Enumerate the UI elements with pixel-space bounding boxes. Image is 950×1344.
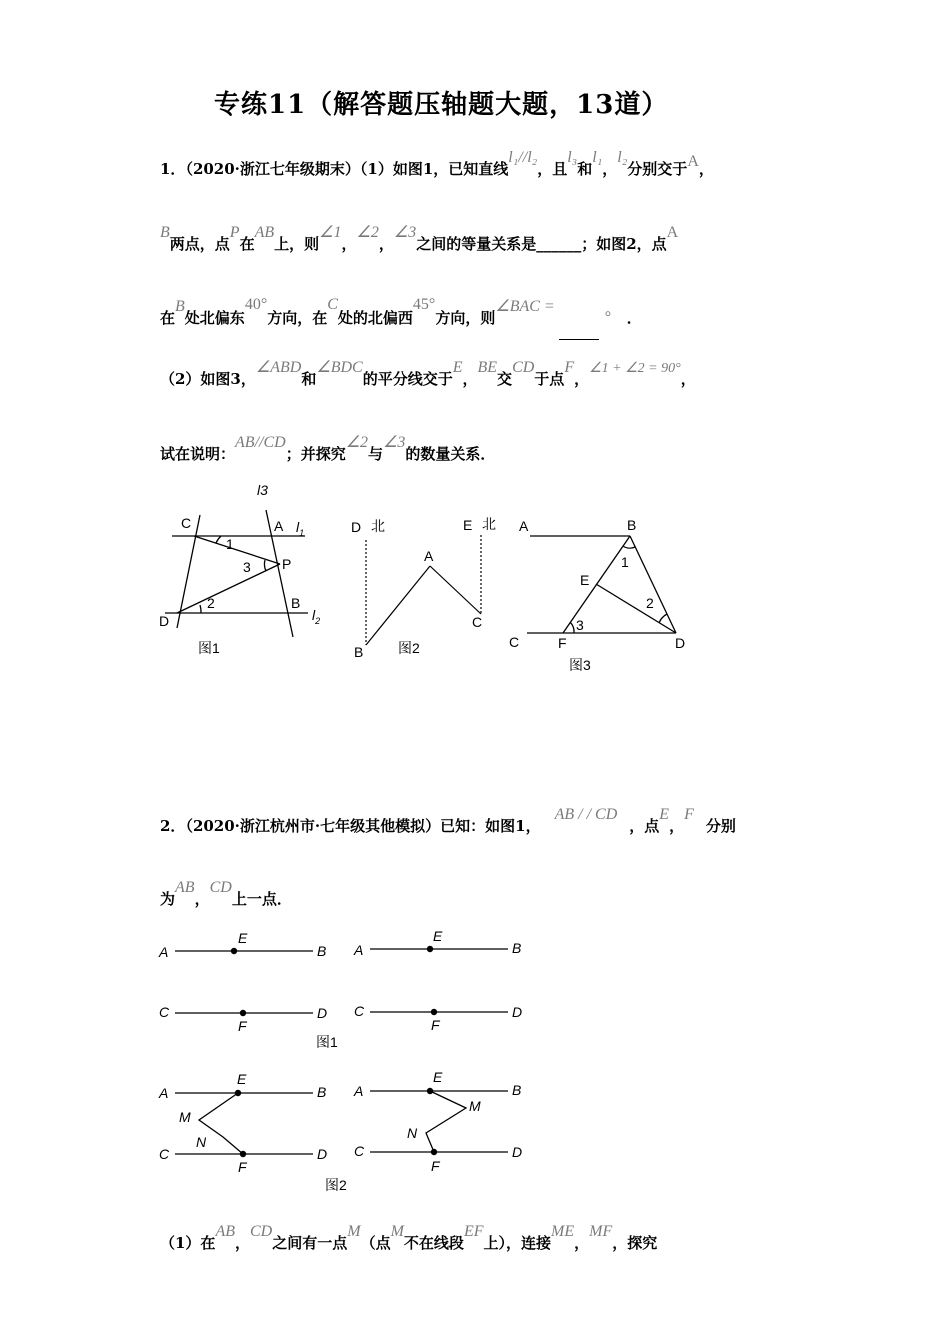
- q1-text: 分别交于: [627, 160, 688, 178]
- label-angle-3: 3: [576, 617, 584, 633]
- label-D: D: [512, 1144, 523, 1160]
- page-title: 专练11（解答题压轴题大题，13道）: [214, 90, 669, 120]
- label-A: A: [424, 548, 434, 564]
- label-A: A: [159, 1085, 169, 1101]
- label-C: C: [472, 614, 483, 630]
- label-A: A: [354, 1083, 364, 1099]
- point-E: [427, 1088, 433, 1094]
- q1-text: 与: [368, 445, 384, 463]
- label-P: P: [282, 556, 292, 572]
- q1-text: 的数量关系．: [405, 445, 496, 463]
- path-EMNF-right: [426, 1091, 466, 1152]
- label-C: C: [181, 515, 192, 531]
- q2-text: ，: [194, 890, 210, 908]
- q1-source: （2020·浙江七年级期末）: [185, 160, 360, 178]
- label-E: E: [238, 930, 248, 946]
- math-angle2: ∠2: [345, 434, 369, 451]
- q1-text: 两点，点: [169, 235, 230, 253]
- q1-text: ，: [698, 160, 714, 178]
- q1-text: 方向，则: [435, 309, 496, 327]
- q2-text: ，: [574, 1234, 590, 1252]
- math-EF: EF: [463, 1223, 484, 1240]
- label-angle-2: 2: [207, 595, 215, 611]
- q1-text: 和: [577, 160, 593, 178]
- label-north: 北: [371, 518, 385, 534]
- label-F: F: [558, 635, 567, 651]
- math-l1-parallel-l2: l₁//l₂: [508, 149, 538, 166]
- q2-text: ，探究: [612, 1234, 658, 1252]
- q1-text: （2）如图3，: [160, 370, 256, 388]
- math-BE: BE: [477, 359, 498, 376]
- label-C: C: [354, 1143, 365, 1159]
- math-CD: CD: [512, 359, 535, 376]
- label-D: D: [675, 635, 686, 651]
- math-l3: l₃: [567, 149, 578, 166]
- q1-text: 方向，在: [267, 309, 328, 327]
- label-E: E: [463, 517, 473, 533]
- q2-source: （2020·浙江杭州市·七年级其他模拟）: [185, 817, 441, 835]
- math-F: F: [684, 806, 694, 823]
- label-D: D: [317, 1146, 328, 1162]
- label-l3: l3: [257, 482, 268, 498]
- q1-text: ，: [680, 370, 696, 388]
- math-F: F: [564, 359, 575, 376]
- label-C: C: [159, 1146, 170, 1162]
- math-ME: ME: [551, 1223, 575, 1240]
- q1-text: 试在说明：: [160, 445, 236, 463]
- math-angle1: ∠1: [319, 224, 342, 241]
- label-F: F: [238, 1159, 247, 1175]
- q1-text: ，: [602, 160, 618, 178]
- math-A: A: [687, 153, 699, 170]
- q1-text: ，: [341, 235, 357, 253]
- math-M: M: [347, 1223, 361, 1240]
- math-angle3: ∠3: [383, 434, 406, 451]
- q2-text: 已知：如图1，: [440, 817, 541, 835]
- q1-text: 交: [497, 370, 513, 388]
- math-A: A: [666, 224, 679, 241]
- q2-text: ，: [669, 817, 685, 835]
- q1-text: ，: [462, 370, 478, 388]
- q2-text: ，点: [629, 817, 660, 835]
- label-F: F: [238, 1018, 247, 1034]
- q1-text: （1）如图1，已知直线: [359, 160, 509, 178]
- label-B: B: [512, 1082, 522, 1098]
- point-F: [240, 1151, 246, 1157]
- q2-text: 之间有一点: [272, 1234, 348, 1252]
- math-B: B: [175, 298, 185, 315]
- label-F: F: [431, 1017, 440, 1033]
- label-l1: $l_1$: [296, 519, 305, 538]
- q2-text: （点: [360, 1234, 391, 1252]
- math-CD: CD: [209, 879, 232, 896]
- label-B: B: [627, 517, 637, 533]
- math-AB: AB: [175, 879, 195, 896]
- q2-text: 为: [160, 890, 176, 908]
- math-45deg: 45°: [412, 296, 436, 313]
- label-angle-3: 3: [243, 559, 251, 575]
- math-angle-BAC: ∠BAC =: [495, 298, 555, 315]
- q2-text: 上一点．: [231, 890, 292, 908]
- math-l2: l₂: [617, 149, 628, 166]
- math-AB: AB: [254, 224, 275, 241]
- label-A: A: [159, 944, 169, 960]
- figure-caption: 图1: [198, 640, 220, 656]
- label-M: M: [469, 1098, 481, 1114]
- figure-caption: 图1: [316, 1034, 338, 1050]
- label-C: C: [159, 1004, 170, 1020]
- q1-text: 处北偏东: [184, 309, 245, 327]
- q2-text: 不在线段: [403, 1234, 464, 1252]
- q2-number: 2．: [160, 817, 186, 835]
- math-40deg: 40°: [244, 296, 268, 313]
- math-B: B: [160, 224, 170, 241]
- label-C: C: [509, 634, 520, 650]
- label-D: D: [317, 1005, 328, 1021]
- figure-caption: 图2: [398, 640, 420, 656]
- math-AB: AB: [215, 1223, 235, 1240]
- label-E: E: [580, 572, 590, 588]
- label-D: D: [159, 613, 170, 629]
- math-MF: MF: [589, 1223, 613, 1240]
- point-E: [235, 1090, 241, 1096]
- q2-text: 上），连接: [483, 1234, 551, 1252]
- label-B: B: [317, 1084, 327, 1100]
- q2-text: 分别: [705, 817, 736, 835]
- label-F: F: [431, 1158, 440, 1174]
- math-AB-parallel-CD: AB//CD: [235, 434, 286, 451]
- label-angle-2: 2: [646, 595, 654, 611]
- label-M: M: [179, 1109, 191, 1125]
- label-north: 北: [482, 516, 496, 532]
- math-angle2: ∠2: [356, 224, 379, 241]
- math-M: M: [390, 1223, 404, 1240]
- label-D: D: [351, 519, 362, 535]
- q1-text: ，: [378, 235, 394, 253]
- q1-text: 在: [239, 235, 255, 253]
- math-CD: CD: [250, 1223, 273, 1240]
- label-B: B: [512, 940, 522, 956]
- math-C: C: [327, 296, 338, 313]
- label-l2: $l_2$: [312, 607, 321, 626]
- math-P: P: [229, 224, 240, 241]
- label-A: A: [274, 518, 284, 534]
- q1-text: ；并探究: [285, 445, 346, 463]
- q2-text: （1）在: [160, 1234, 216, 1252]
- math-AB-parallel-CD: AB / / CD: [554, 806, 618, 823]
- label-B: B: [317, 943, 327, 959]
- math-angle-BDC: ∠BDC: [316, 359, 363, 376]
- q1-text: 和: [301, 370, 317, 388]
- q1-text: ．: [626, 309, 642, 327]
- figure-caption: 图2: [325, 1177, 347, 1193]
- q1-text: 之间的等量关系是______；如图2，点: [416, 235, 667, 253]
- math-degree: °: [604, 309, 612, 326]
- label-angle-1: 1: [226, 536, 234, 552]
- math-E: E: [452, 359, 463, 376]
- figure-caption: 图3: [569, 657, 591, 673]
- label-N: N: [407, 1125, 418, 1141]
- q1-text: 处的北偏西: [337, 309, 413, 327]
- q1-text: 上，则: [274, 235, 320, 253]
- label-B: B: [291, 595, 301, 611]
- label-E: E: [433, 1069, 443, 1085]
- q1-text: ，: [574, 370, 590, 388]
- q1-text: 在: [160, 309, 176, 327]
- math-angle3: ∠3: [393, 224, 417, 241]
- math-angle-sum: ∠1 + ∠2 = 90°: [589, 361, 681, 376]
- q1-text: 于点: [534, 370, 565, 388]
- label-E: E: [433, 928, 443, 944]
- math-angle-ABD: ∠ABD: [255, 359, 302, 376]
- math-l1: l₁: [592, 149, 603, 166]
- label-C: C: [354, 1003, 365, 1019]
- label-angle-1: 1: [621, 554, 629, 570]
- q1-number: 1．: [160, 160, 186, 178]
- math-E: E: [659, 806, 670, 823]
- label-E: E: [237, 1071, 247, 1087]
- label-A: A: [354, 942, 364, 958]
- q1-text: 的平分线交于: [362, 370, 453, 388]
- label-B: B: [354, 644, 364, 660]
- label-N: N: [196, 1134, 207, 1150]
- q1-text: ，且: [537, 160, 568, 178]
- label-A: A: [519, 518, 529, 534]
- label-D: D: [512, 1004, 523, 1020]
- point-F: [431, 1149, 437, 1155]
- q2-line3: [160, 1223, 658, 1253]
- q2-text: ，: [234, 1234, 250, 1252]
